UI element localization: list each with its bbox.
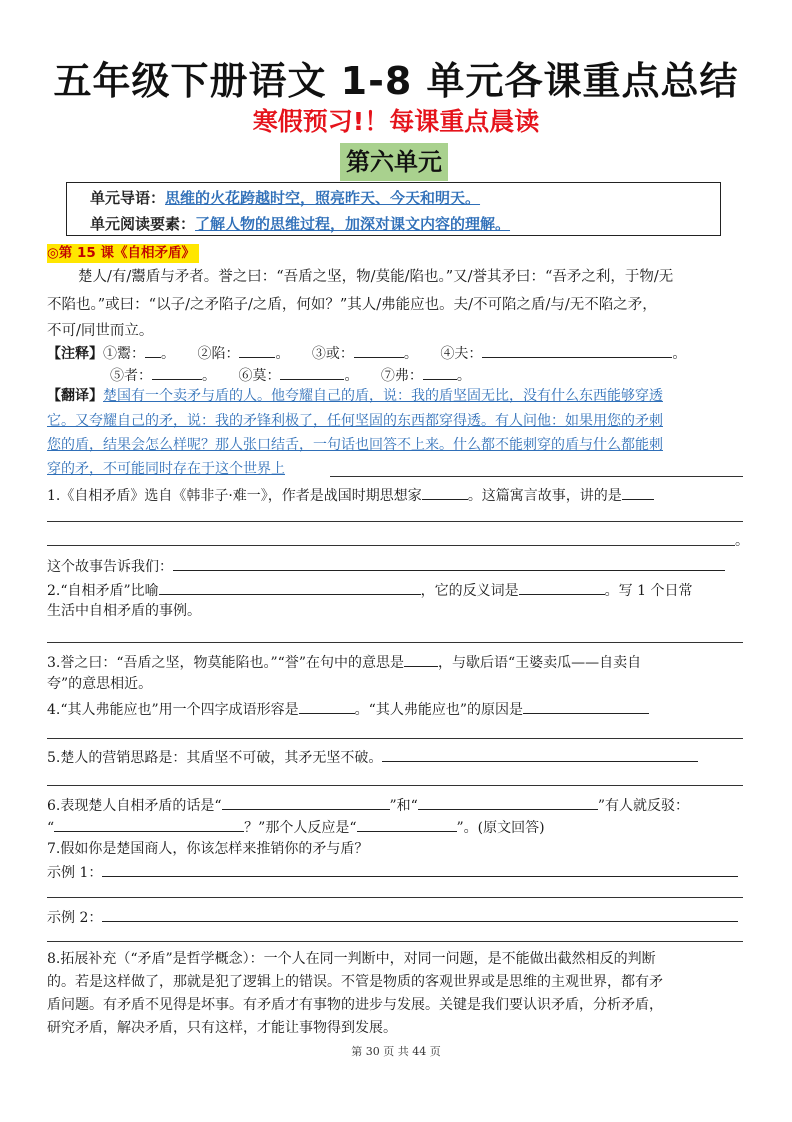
translation-label: 【翻译】 bbox=[47, 388, 103, 404]
answer-line[interactable] bbox=[47, 941, 743, 942]
note-4-blank[interactable] bbox=[482, 342, 672, 358]
question-8-line: 研究矛盾，解决矛盾，只有这样，才能让事物得到发展。 bbox=[47, 1020, 397, 1036]
reading-element-line bbox=[90, 213, 510, 234]
question-2: 2.“自相矛盾”比喻 ，它的反义词是 。写 1 个日常 bbox=[47, 579, 692, 601]
q1-blank-thinker[interactable] bbox=[422, 484, 468, 500]
question-8-line: 8.拓展补充（“矛盾”是哲学概念）：一个人在同一判断中，对同一问题，是不能做出截然相反的判断 bbox=[47, 951, 656, 967]
translation-line: 您的盾，结果会怎么样呢？那人张口结舌，一句话也回答不上来。什么都不能刺穿的盾与什么都能刺 bbox=[47, 437, 663, 453]
classical-text-line: 不可/同世而立。 bbox=[47, 323, 154, 339]
q1-blank-lesson[interactable] bbox=[173, 555, 725, 571]
notes-label: 【注释】 bbox=[47, 346, 103, 362]
q6-blank-4[interactable] bbox=[357, 816, 457, 832]
note-2-label: ②陷： bbox=[197, 346, 240, 362]
classical-text-line: 不陷也。”或曰：“以子/之矛陷子/之盾，何如？”其人/弗能应也。夫/不可陷之盾/与/无不陷之矛， bbox=[47, 297, 657, 313]
page-number: 第 30 页 共 44 页 bbox=[351, 1045, 441, 1058]
unit-guide-line bbox=[90, 187, 480, 208]
note-1-blank[interactable] bbox=[145, 342, 161, 358]
q4-blank-idiom[interactable] bbox=[299, 698, 355, 714]
question-3: 3.誉之曰：“吾盾之坚，物莫能陷也。”“誉”在句中的意思是 ，与歇后语“王婆卖瓜——自卖自 bbox=[47, 651, 641, 673]
note-3-label: ③或： bbox=[311, 346, 354, 362]
question-1: 1.《自相矛盾》选自《韩非子·难一》，作者是战国时期思想家 。这篇寓言故事，讲的是 bbox=[47, 484, 654, 506]
q5-blank[interactable] bbox=[382, 746, 698, 762]
question-6-line2: “ ？”那个人反应是“ ”。(原文回答) bbox=[47, 816, 545, 838]
answer-line[interactable] bbox=[47, 521, 743, 522]
classical-text-line: 楚人/有/鬻盾与矛者。誉之曰：“吾盾之坚，物/莫能/陷也。”又/誉其矛曰：“吾矛之利，于物/无 bbox=[78, 269, 674, 285]
note-2-blank[interactable] bbox=[239, 342, 275, 358]
q6-blank-2[interactable] bbox=[418, 794, 598, 810]
q6-blank-3[interactable] bbox=[54, 816, 244, 832]
q7-example-2: 示例 2： bbox=[47, 906, 738, 928]
note-5-label: ⑤者： bbox=[110, 368, 152, 384]
unit-heading: 第六单元 bbox=[340, 143, 448, 181]
note-7-label: ⑦弗： bbox=[380, 368, 423, 384]
answer-line[interactable] bbox=[47, 642, 743, 643]
q1-lesson-prompt: 这个故事告诉我们： bbox=[47, 555, 725, 577]
note-6-label: ⑥莫： bbox=[238, 368, 281, 384]
reading-element-text: 了解人物的思维过程，加深对课文内容的理解。 bbox=[195, 215, 511, 233]
note-6-blank[interactable] bbox=[280, 364, 344, 380]
translation-line: 【翻译】楚国有一个卖矛与盾的人。他夸耀自己的盾，说：我的盾坚固无比，没有什么东西能够穿透 bbox=[47, 388, 663, 404]
lesson-title: ◎第 15 课《自相矛盾》 bbox=[47, 244, 199, 263]
question-8-line: 盾问题。有矛盾不见得是坏事。有矛盾才有事物的进步与发展。关键是我们要认识矛盾，分析矛盾， bbox=[47, 997, 663, 1013]
question-7: 7.假如你是楚国商人，你该怎样来推销你的矛与盾？ bbox=[47, 841, 369, 857]
q7-example-2-blank[interactable] bbox=[102, 906, 738, 922]
note-7-blank[interactable] bbox=[423, 364, 457, 380]
q7-example-1: 示例 1： bbox=[47, 861, 738, 883]
q7-example-1-blank[interactable] bbox=[102, 861, 738, 877]
q2-blank-meaning[interactable] bbox=[159, 579, 421, 595]
translation-line: 它。又夸耀自己的矛，说：我的矛锋利极了，任何坚固的东西都穿得透。有人问他：如果用您的矛刺 bbox=[47, 413, 663, 429]
reading-element-label: 单元阅读要素： bbox=[90, 215, 196, 233]
notes-row-2: ⑤者： 。 ⑥莫： 。 ⑦弗： 。 bbox=[110, 364, 471, 386]
q3-blank[interactable] bbox=[404, 651, 438, 667]
page-subtitle: 寒假预习!！每课重点晨读 bbox=[252, 107, 540, 136]
unit-guide-text: 思维的火花跨越时空，照亮昨天、今天和明天。 bbox=[165, 189, 481, 207]
notes-row-1: 【注释】①鬻： 。 ②陷： 。 ③或： 。 ④夫： 。 bbox=[47, 342, 686, 364]
translation-line: 穿的矛，不可能同时存在于这个世界上 bbox=[47, 461, 285, 477]
question-8-line: 的。若是这样做了，那就是犯了逻辑上的错误。不管是物质的客观世界或是思维的主观世界，都有矛 bbox=[47, 974, 663, 990]
answer-line[interactable] bbox=[47, 785, 743, 786]
page-title: 五年级下册语文 1-8 单元各课重点总结 bbox=[53, 59, 739, 103]
answer-line[interactable] bbox=[47, 738, 743, 739]
answer-line[interactable] bbox=[330, 476, 743, 477]
q6-blank-1[interactable] bbox=[222, 794, 390, 810]
question-4: 4.“其人弗能应也”用一个四字成语形容是 。“其人弗能应也”的原因是 bbox=[47, 698, 649, 720]
question-6: 6.表现楚人自相矛盾的话是“ ”和“ ”有人就反驳： bbox=[47, 794, 689, 816]
answer-line[interactable] bbox=[47, 897, 743, 898]
unit-guide-label: 单元导语： bbox=[90, 189, 166, 207]
note-5-blank[interactable] bbox=[152, 364, 202, 380]
note-3-blank[interactable] bbox=[354, 342, 404, 358]
q1-blank-story[interactable] bbox=[622, 484, 654, 500]
answer-line[interactable] bbox=[47, 545, 735, 546]
note-1-label: ①鬻： bbox=[103, 346, 145, 362]
q2-blank-antonym[interactable] bbox=[519, 579, 605, 595]
q4-blank-reason[interactable] bbox=[523, 698, 649, 714]
note-4-label: ④夫： bbox=[440, 346, 483, 362]
question-5: 5.楚人的营销思路是：其盾坚不可破，其矛无坚不破。 bbox=[47, 746, 698, 768]
